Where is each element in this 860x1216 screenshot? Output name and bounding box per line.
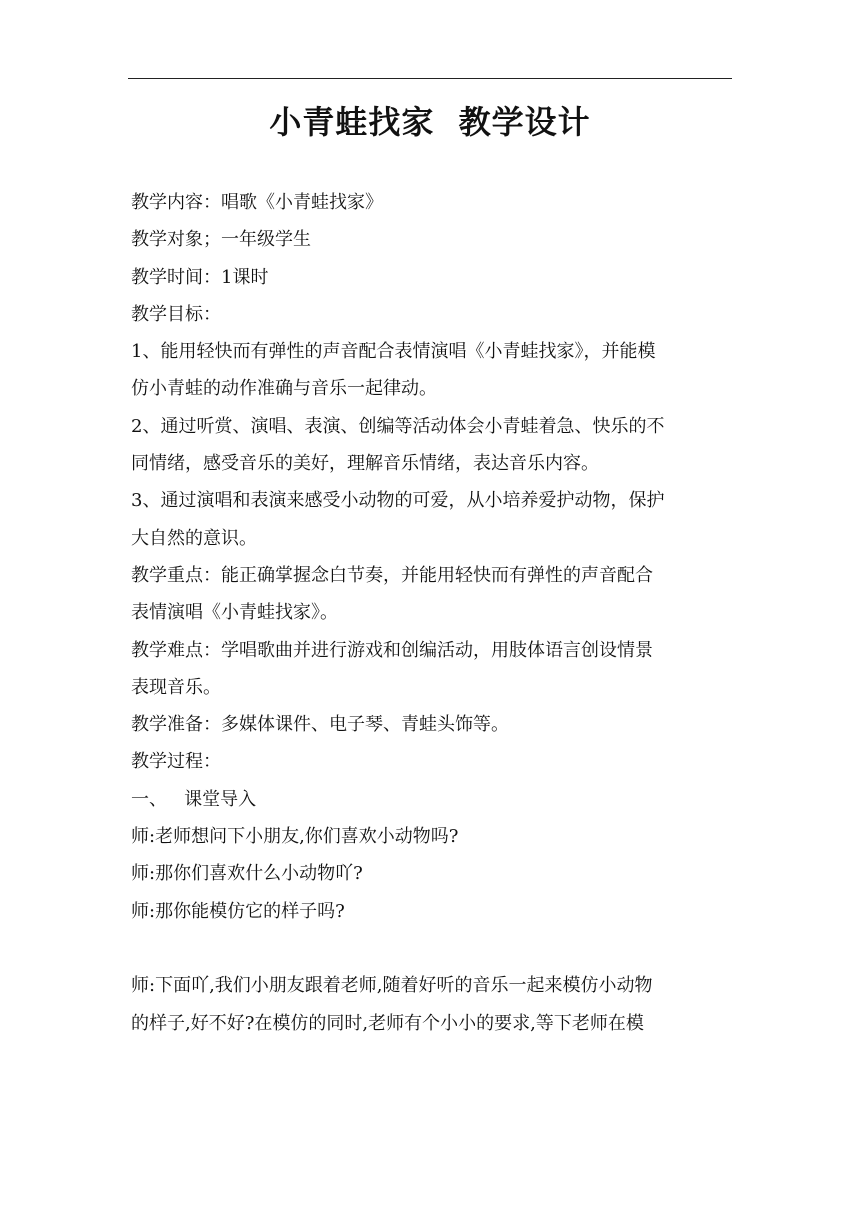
text-line: 表现音乐。 bbox=[131, 676, 221, 698]
text-line: 同情绪，感受音乐的美好，理解音乐情绪，表达音乐内容。 bbox=[131, 453, 599, 475]
document-body bbox=[131, 184, 731, 1042]
blank-line bbox=[131, 930, 731, 967]
text-line: 3、通过演唱和表演来感受小动物的可爱，从小培养爱护动物，保护 bbox=[131, 490, 665, 512]
text-line: 教学时间：1课时 bbox=[131, 266, 269, 288]
text-line: 教学过程： bbox=[131, 751, 221, 773]
text-line: 2、通过听赏、演唱、表演、创编等活动体会小青蛙着急、快乐的不 bbox=[131, 415, 665, 437]
text-line: 教学对象；一年级学生 bbox=[131, 229, 311, 251]
text-line: 教学重点：能正确掌握念白节奏，并能用轻快而有弹性的声音配合 bbox=[131, 564, 653, 586]
text-line: 师:那你能模仿它的样子吗? bbox=[131, 900, 345, 922]
text-line: 仿小青蛙的动作准确与音乐一起律动。 bbox=[131, 378, 437, 400]
text-line: 的样子,好不好?在模仿的同时,老师有个小小的要求,等下老师在模 bbox=[131, 1012, 644, 1034]
page-title: 小青蛙找家 教学设计 bbox=[269, 103, 591, 141]
text-line: 教学难点：学唱歌曲并进行游戏和创编活动，用肢体语言创设情景 bbox=[131, 639, 653, 661]
header-rule bbox=[128, 78, 732, 79]
text-line: 1、能用轻快而有弹性的声音配合表情演唱《小青蛙找家》，并能模 bbox=[131, 341, 656, 363]
text-line: 教学准备：多媒体课件、电子琴、青蛙头饰等。 bbox=[131, 714, 509, 736]
text-line: 师:下面吖,我们小朋友跟着老师,随着好听的音乐一起来模仿小动物 bbox=[131, 975, 653, 997]
text-line: 师:老师想问下小朋友,你们喜欢小动物吗? bbox=[131, 826, 459, 848]
text-line: 教学目标： bbox=[131, 303, 221, 325]
text-line: 表情演唱《小青蛙找家》。 bbox=[131, 602, 338, 624]
text-line: 教学内容：唱歌《小青蛙找家》 bbox=[131, 192, 383, 213]
text-line: 师:那你们喜欢什么小动物吖? bbox=[131, 863, 363, 885]
text-line: 大自然的意识。 bbox=[131, 527, 257, 549]
section-heading: 一、 课堂导入 bbox=[131, 788, 257, 810]
